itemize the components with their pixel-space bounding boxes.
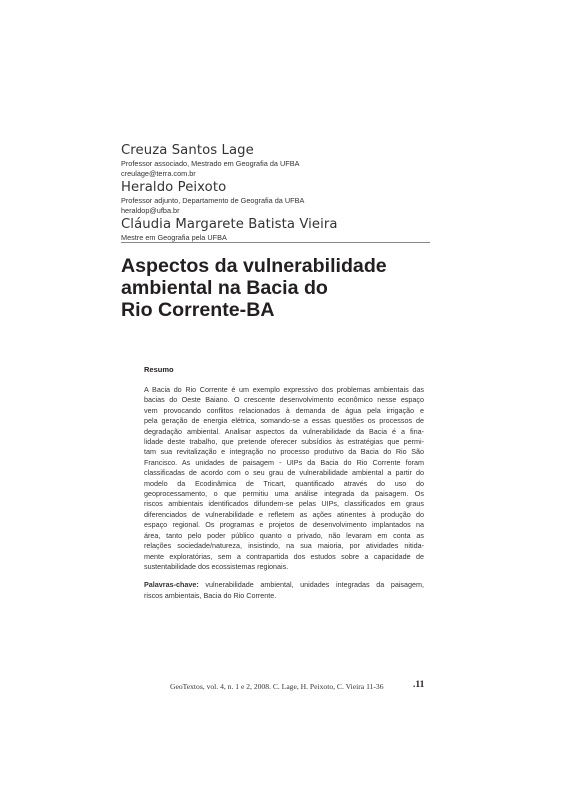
keywords (144, 580, 424, 601)
keywords-line: riscos ambientais, Bacia do Rio Corrente. (144, 590, 277, 600)
author-name: Cláudia Margarete Batista Vieira (121, 217, 338, 232)
author-email: creulage@terra.com.br (121, 169, 196, 178)
author-name: Creuza Santos Lage (121, 143, 254, 158)
author-affiliation: Mestre em Geografia pela UFBA (121, 233, 227, 242)
author-affiliation: Professor associado, Mestrado em Geografia da UFBA (121, 159, 300, 168)
abstract-line: relações sociedade/natureza, insistindo, na sua maioria, por atividades nitida- (144, 541, 424, 551)
author-list (121, 142, 441, 243)
article-title (121, 255, 451, 321)
abstract-line: degradação ambiental. Analisar aspectos da vulnerabilidade da Bacia é a fina- (144, 426, 424, 436)
abstract-line: espaço regional. Os programas e projetos de desenvolvimento implantados na (144, 520, 424, 530)
abstract-line: lidade deste trabalho, que pretende oferecer subsídios às estratégias que permi- (144, 437, 424, 447)
page-number: .11 (413, 680, 425, 690)
abstract-line: Francisco. As unidades de paisagem - UIPs da Bacia do Rio Corrente foram (144, 457, 424, 467)
abstract-line: mente exploratórias, sem a contrapartida dos estudos sobre a capacidade de (144, 551, 424, 561)
abstract-line: A Bacia do Rio Corrente é um exemplo expressivo dos problemas ambientais das (144, 385, 424, 394)
keywords-text: vulnerabilidade ambiental, unidades integradas da paisagem, (205, 580, 424, 590)
title-line: ambiental na Bacia do (121, 277, 328, 299)
author-affiliation: Professor adjunto, Departamento de Geografia da UFBA (121, 196, 305, 205)
keywords-line (144, 580, 424, 590)
abstract-body (144, 385, 424, 572)
footer-citation: GeoTextos, vol. 4, n. 1 e 2, 2008. C. Lage, H. Peixoto, C. Vieira 11-36 (170, 682, 384, 691)
abstract (144, 365, 424, 601)
title-line: Aspectos da vulnerabilidade (121, 255, 387, 277)
abstract-line: pela geração de energia elétrica, somando-se a essas questões os processos de (144, 416, 424, 426)
abstract-line: geoprocessamento, o que permitiu uma análise integrada da paisagem. Os (144, 489, 424, 499)
abstract-line: sustentabilidade dos ecossistemas regionais. (144, 561, 289, 571)
author-block (121, 216, 441, 243)
author-block (121, 179, 441, 216)
divider (121, 242, 430, 243)
abstract-line: diferenciados de vulnerabilidade e refletem as ações atinentes à produção do (144, 509, 424, 519)
abstract-line: área, tanto pelo poder público quanto o privado, não levaram em conta as (144, 530, 424, 540)
author-name: Heraldo Peixoto (121, 180, 227, 195)
abstract-heading: Resumo (144, 365, 174, 374)
title-line: Rio Corrente-BA (121, 299, 275, 321)
author-block (121, 142, 441, 179)
author-email: heraldop@ufba.br (121, 206, 180, 215)
abstract-line: vem provocando conflitos relacionados à demanda de água pela irrigação e (144, 405, 424, 415)
keywords-label: Palavras-chave: (144, 580, 199, 590)
abstract-line: riscos ambientais identificados difundem-se pelas UIPs, classificados em graus (144, 499, 424, 509)
abstract-line: classificadas de acordo com o seu grau de vulnerabilidade ambiental a partir do (144, 468, 424, 478)
abstract-line: bacias do Oeste Baiano. O crescente desenvolvimento econômico nesse espaço (144, 395, 424, 405)
abstract-line: modelo da Ecodinâmica de Tricart, quantificado através do uso do (144, 478, 424, 488)
abstract-line: tam sua revitalização e integração no processo produtivo da Bacia do Rio São (144, 447, 424, 457)
